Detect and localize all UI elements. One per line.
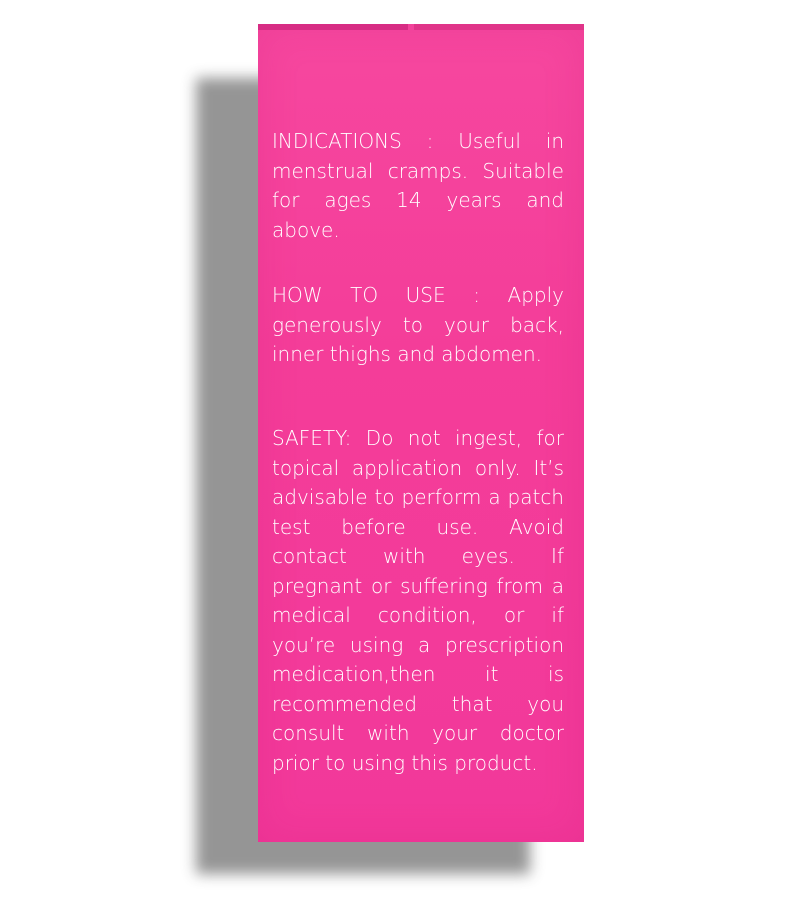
- box-top-flap-right: [414, 24, 584, 30]
- how-to-use-text: HOW TO USE : Apply generously to your back, inner thighs and abdomen.: [272, 283, 564, 366]
- product-box-back: [258, 24, 584, 842]
- indications-text: INDICATIONS : Useful in menstrual cramps. Suitable for ages 14 years and above.: [272, 129, 564, 242]
- box-top-flap-left: [258, 24, 408, 30]
- safety-text: SAFETY: Do not ingest, for topical application only. It’s advisable to perform a patch test before use. Avoid contact with eyes. If pregnant or suffering from a medical condition, or if you’re using a prescription medication,then it is recommended that you consult with your doctor prior to using this product.: [272, 426, 564, 775]
